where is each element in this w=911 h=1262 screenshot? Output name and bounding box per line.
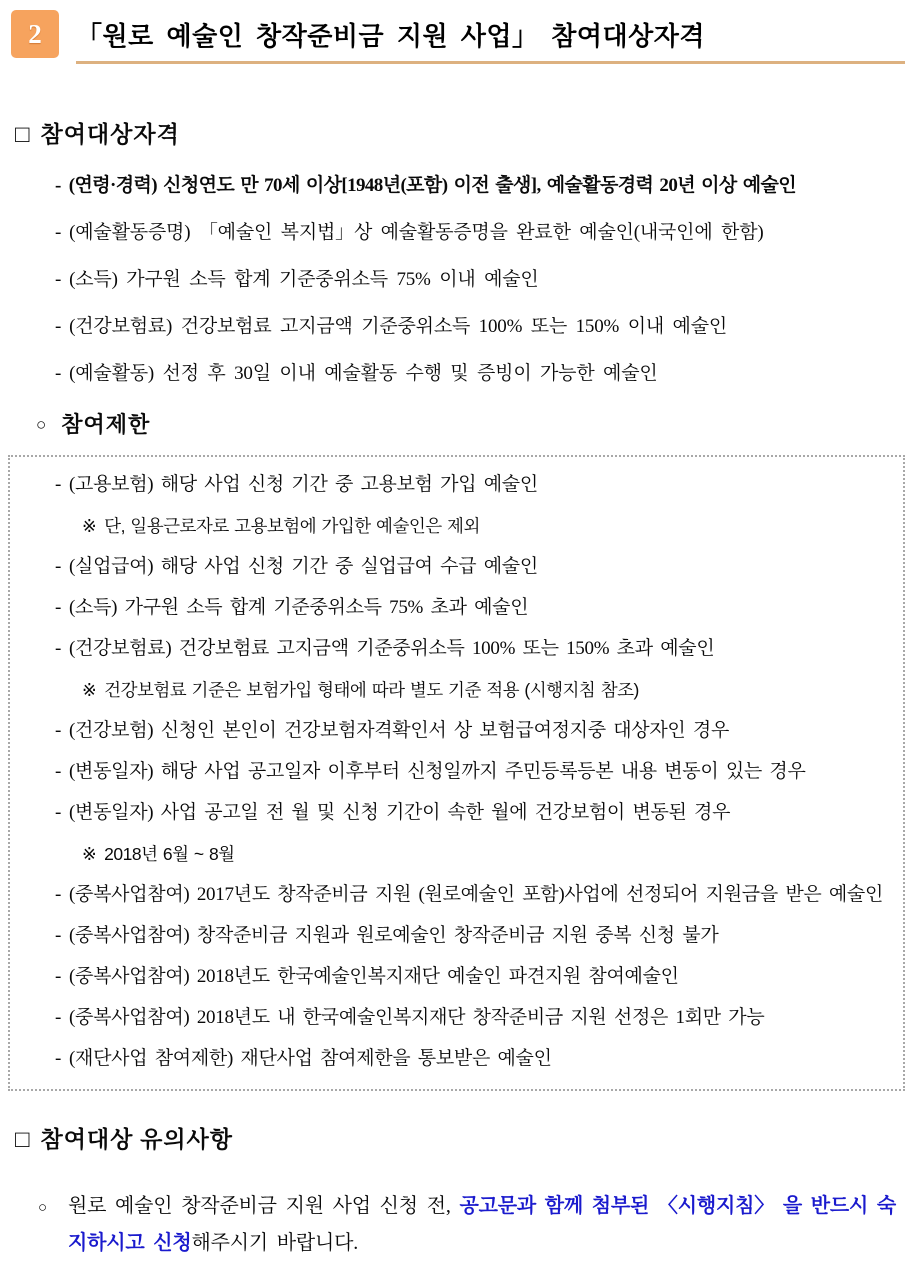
reference-mark-icon: ※ bbox=[82, 844, 97, 864]
dash-bullet-icon: - bbox=[55, 556, 62, 577]
restriction-item-text: (건강보험료) 건강보험료 고지금액 기준중위소득 100% 또는 150% 초과 예술인 bbox=[69, 638, 715, 659]
notice-paragraph bbox=[0, 1188, 901, 1262]
restriction-item-text: (고용보험) 해당 사업 신청 기간 중 고용보험 가입 예술인 bbox=[69, 474, 538, 495]
notice-heading-label: 참여대상 유의사항 bbox=[40, 1127, 233, 1152]
restriction-item-text: (변동일자) 해당 사업 공고일자 이후부터 신청일까지 주민등록등본 내용 변동이 있는 경우 bbox=[69, 761, 806, 782]
restriction-item-text: (재단사업 참여제한) 재단사업 참여제한을 통보받은 예술인 bbox=[69, 1048, 552, 1069]
eligibility-item bbox=[0, 267, 911, 293]
restriction-item bbox=[55, 965, 893, 989]
page-title: 「원로 예술인 창작준비금 지원 사업」 참여대상자격 bbox=[76, 21, 705, 51]
restrictions-box bbox=[8, 455, 905, 1091]
eligibility-item-text: (연령·경력) 신청연도 만 70세 이상[1948년(포함) 이전 출생], 예술활동경력 20년 이상 예술인 bbox=[68, 175, 797, 196]
section-number-badge: 2 bbox=[11, 10, 59, 58]
dash-bullet-icon: - bbox=[55, 363, 62, 384]
restriction-item-text: (중복사업참여) 2018년도 내 한국예술인복지재단 창작준비금 지원 선정은 1회만 가능 bbox=[69, 1007, 765, 1028]
restrictions-heading-label: 참여제한 bbox=[61, 412, 151, 437]
notice-text-black: 해주시기 바랍니다. bbox=[191, 1232, 359, 1254]
restriction-item bbox=[55, 637, 893, 661]
dash-bullet-icon: - bbox=[55, 597, 62, 618]
dash-bullet-icon: - bbox=[55, 1048, 62, 1069]
reference-mark-icon: ※ bbox=[82, 516, 97, 536]
eligibility-item bbox=[0, 173, 911, 199]
reference-mark-icon: ※ bbox=[82, 680, 97, 700]
restriction-item-text: (중복사업참여) 창작준비금 지원과 원로예술인 창작준비금 지원 중복 신청 불가 bbox=[69, 925, 719, 946]
eligibility-item bbox=[0, 314, 911, 340]
restriction-note-text: 단, 일용근로자로 고용보험에 가입한 예술인은 제외 bbox=[104, 516, 480, 536]
restriction-item-text: (실업급여) 해당 사업 신청 기간 중 실업급여 수급 예술인 bbox=[69, 556, 538, 577]
dash-bullet-icon: - bbox=[55, 269, 62, 290]
eligibility-heading-label: 참여대상자격 bbox=[40, 122, 180, 147]
restriction-item-text: (중복사업참여) 2018년도 한국예술인복지재단 예술인 파견지원 참여예술인 bbox=[69, 966, 679, 987]
dash-bullet-icon: - bbox=[55, 638, 62, 659]
dash-bullet-icon: - bbox=[55, 474, 62, 495]
notice-text-black: 원로 예술인 창작준비금 지원 사업 신청 전, bbox=[68, 1195, 460, 1217]
restriction-item-text: (소득) 가구원 소득 합계 기준중위소득 75% 초과 예술인 bbox=[69, 597, 529, 618]
restriction-item bbox=[55, 924, 893, 948]
eligibility-item-text: (건강보험료) 건강보험료 고지금액 기준중위소득 100% 또는 150% 이내 예술인 bbox=[69, 316, 728, 337]
restriction-item-text: (중복사업참여) 2017년도 창작준비금 지원 (원로예술인 포함)사업에 선정되어 지원금을 받은 예술인 bbox=[69, 884, 884, 905]
square-bullet-icon: □ bbox=[15, 122, 31, 148]
restrictions-heading bbox=[36, 408, 911, 439]
eligibility-heading bbox=[15, 116, 911, 149]
restriction-item bbox=[55, 473, 893, 497]
restriction-item bbox=[55, 596, 893, 620]
dash-bullet-icon: - bbox=[55, 884, 62, 905]
circle-bullet-icon: ○ bbox=[38, 1200, 47, 1216]
notice-heading bbox=[15, 1121, 911, 1154]
restriction-item bbox=[55, 801, 893, 825]
dash-bullet-icon: - bbox=[55, 802, 62, 823]
restriction-item bbox=[55, 1047, 893, 1071]
restriction-item bbox=[55, 883, 893, 907]
eligibility-list bbox=[0, 173, 911, 387]
restriction-item bbox=[55, 719, 893, 743]
restriction-note-text: 2018년 6월 ~ 8월 bbox=[104, 844, 235, 864]
restriction-item-text: (변동일자) 사업 공고일 전 월 및 신청 기간이 속한 월에 건강보험이 변동된 경우 bbox=[69, 802, 731, 823]
page-header bbox=[0, 0, 911, 64]
eligibility-item-text: (예술활동) 선정 후 30일 이내 예술활동 수행 및 증빙이 가능한 예술인 bbox=[69, 363, 658, 384]
dash-bullet-icon: - bbox=[55, 761, 62, 782]
notice-text-highlight: 공고문과 함께 첨부된 〈시행지침〉 을 반드시 숙지하시고 신청 bbox=[68, 1195, 897, 1254]
square-bullet-icon: □ bbox=[15, 1127, 31, 1153]
restriction-note bbox=[55, 842, 893, 866]
dash-bullet-icon: - bbox=[55, 1007, 62, 1028]
restriction-item bbox=[55, 1006, 893, 1030]
restriction-note bbox=[55, 514, 893, 538]
restriction-note bbox=[55, 678, 893, 702]
restriction-item bbox=[55, 760, 893, 784]
dash-bullet-icon: - bbox=[55, 222, 62, 243]
restriction-item bbox=[55, 555, 893, 579]
eligibility-item-text: (소득) 가구원 소득 합계 기준중위소득 75% 이내 예술인 bbox=[69, 269, 539, 290]
dash-bullet-icon: - bbox=[55, 966, 62, 987]
dash-bullet-icon: - bbox=[55, 316, 62, 337]
restriction-note-text: 건강보험료 기준은 보험가입 형태에 따라 별도 기준 적용 (시행지침 참조) bbox=[104, 680, 639, 700]
dash-bullet-icon: - bbox=[55, 175, 61, 196]
circle-bullet-icon: ○ bbox=[36, 415, 48, 434]
eligibility-item-text: (예술활동증명) 「예술인 복지법」상 예술활동증명을 완료한 예술인(내국인에 한함) bbox=[69, 222, 764, 243]
dash-bullet-icon: - bbox=[55, 925, 62, 946]
eligibility-item bbox=[0, 220, 911, 246]
eligibility-item bbox=[0, 361, 911, 387]
restriction-item-text: (건강보험) 신청인 본인이 건강보험자격확인서 상 보험급여정지중 대상자인 경우 bbox=[69, 720, 730, 741]
title-underline-rule bbox=[76, 10, 905, 64]
dash-bullet-icon: - bbox=[55, 720, 62, 741]
